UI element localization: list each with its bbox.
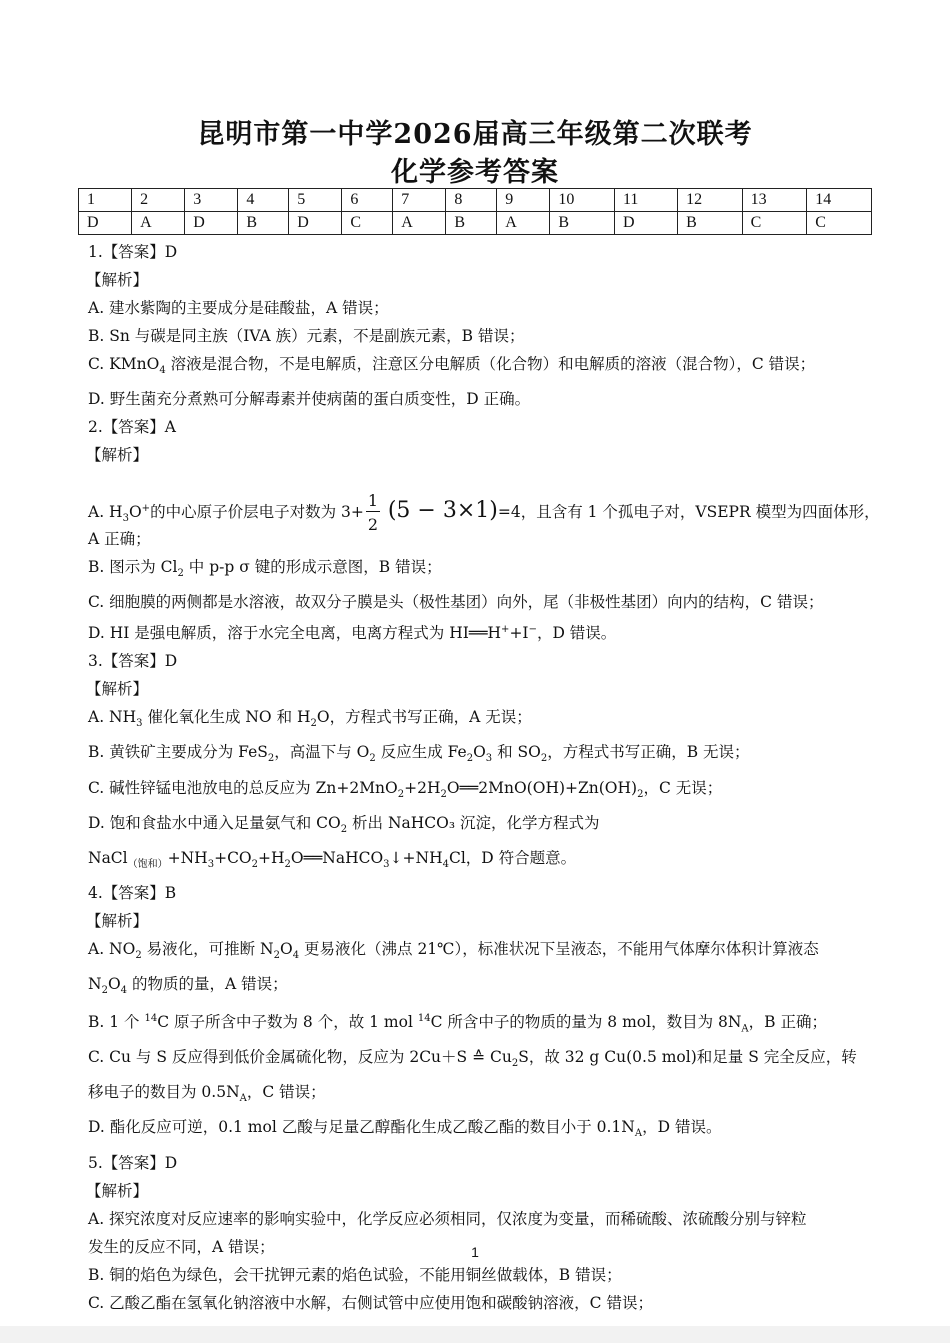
subscript: 3 [383, 858, 390, 870]
text-span: 催化氧化生成 NO 和 H [142, 708, 311, 727]
table-cell: D [289, 212, 342, 235]
q5-analysis-label: 【解析】 [86, 1181, 149, 1200]
subscript: 3 [207, 858, 215, 870]
subscript: 4 [120, 985, 128, 996]
text-span: C. 碱性锌锰电池放电的总反应为 Zn+2MnO [88, 778, 398, 797]
subscript: 4 [442, 858, 449, 870]
table-cell: 4 [238, 189, 289, 212]
q2-option-a [88, 469, 880, 535]
q4-option-b [88, 1005, 868, 1043]
text-span: ↓+NH [389, 848, 443, 867]
q2-option-a-cont: A 正确； [88, 530, 151, 549]
table-cell: 12 [678, 189, 743, 212]
table-cell: A [132, 212, 185, 235]
subscript: 2 [284, 858, 291, 870]
subscript: 2 [369, 753, 376, 765]
table-cell: B [550, 212, 615, 235]
subscript: 4 [292, 949, 300, 961]
q5-answer: 5.【答案】D [88, 1153, 178, 1172]
q2-option-c: C. 细胞膜的两侧都是水溶液，故双分子膜是头（极性基团）向外，尾（非极性基团）向内的结构，C 错误； [88, 593, 824, 612]
table-cell: C [807, 212, 872, 235]
page-number: 1 [471, 1244, 479, 1260]
text-span: +H [258, 848, 285, 867]
text-span: A. NO [88, 939, 136, 958]
text-span: ，方程式书写正确，B 无误； [547, 743, 750, 762]
subscript: 3 [485, 753, 493, 765]
text-span: +CO [214, 848, 252, 867]
table-cell: C [742, 212, 807, 235]
subscript: 2 [135, 949, 142, 961]
answer-table [78, 188, 872, 235]
q3-option-c [88, 774, 868, 809]
text-span: O，方程式书写正确，A 无误； [316, 708, 532, 727]
table-cell: 14 [807, 189, 872, 212]
subscript: 2 [397, 788, 405, 800]
table-cell: 2 [132, 189, 185, 212]
subscript: 2 [267, 753, 275, 765]
text-span: C 原子所含中子数为 8 个，故 1 mol [157, 1013, 418, 1032]
table-cell: D [185, 212, 238, 235]
fraction-denominator: 2 [367, 515, 379, 535]
q3-analysis-label: 【解析】 [86, 680, 149, 699]
text-span: O══NaHCO [290, 848, 384, 867]
text-span: O [473, 743, 486, 762]
table-cell: 3 [185, 189, 238, 212]
subscript: 2 [466, 753, 474, 765]
text-span: 析出 NaHCO₃ 沉淀，化学方程式为 [347, 813, 600, 832]
q1-option-d: D. 野生菌充分煮熟可分解毒素并使病菌的蛋白质变性，D 正确。 [88, 390, 531, 409]
table-cell: 10 [550, 189, 615, 212]
subscript: 2 [511, 1058, 519, 1070]
table-cell: B [446, 212, 497, 235]
answer-table-number-row [79, 189, 872, 212]
text-span: B. 黄铁矿主要成分为 FeS [88, 743, 268, 762]
q2-option-d [88, 616, 868, 647]
q2-answer: 2.【答案】A [88, 418, 176, 437]
page-title: 昆明市第一中学2026届高三年级第二次联考 [197, 119, 753, 150]
text-span: N [88, 974, 102, 993]
text-span: C. Cu 与 S 反应得到低价金属硫化物，反应为 2Cu＋S ≙ Cu [88, 1048, 512, 1067]
superscript: − [528, 624, 537, 636]
text-span: O [280, 939, 293, 958]
table-cell: 9 [497, 189, 550, 212]
text-span: O [107, 974, 121, 993]
q2-option-b [88, 553, 868, 588]
subscript: 2 [310, 718, 317, 730]
table-cell: A [497, 212, 550, 235]
text-span: A. NH [88, 708, 137, 727]
text-span: ，D 错误。 [536, 624, 617, 643]
solution-body [86, 238, 880, 1317]
text-span: +I [509, 624, 529, 643]
text-span: B. 1 个 [88, 1013, 145, 1032]
subscript: 2 [440, 788, 447, 800]
subscript: A [239, 1093, 247, 1105]
page-bottom-edge [0, 1326, 950, 1343]
table-cell: D [79, 212, 132, 235]
table-cell: 8 [446, 189, 497, 212]
text-span: 的中心原子价层电子对数为 3+ [150, 503, 364, 522]
table-cell: 5 [289, 189, 342, 212]
text-span: B. 图示为 Cl [88, 558, 178, 577]
text-span: O══2MnO(OH)+Zn(OH) [446, 778, 638, 797]
q4-option-c [88, 1043, 868, 1078]
q1-option-c [88, 350, 868, 385]
superscript: 14 [417, 1013, 431, 1024]
subscript: 3 [136, 718, 143, 730]
q3-option-b [88, 738, 868, 773]
text-span: O [128, 503, 142, 522]
text-span: 的物质的量，A 错误； [127, 974, 288, 993]
text-span: 易液化，可推断 N [141, 939, 274, 958]
q3-answer: 3.【答案】D [88, 652, 178, 671]
subscript: A [741, 1023, 749, 1035]
subscript: 2 [273, 949, 280, 961]
table-cell: A [393, 212, 446, 235]
q4-option-a [88, 935, 868, 970]
fraction-expression: (5 − 3×1) [387, 498, 498, 524]
superscript: + [141, 502, 151, 514]
text-span: Cl，D 符合题意。 [448, 848, 577, 867]
subscript: 2 [637, 788, 644, 800]
text-span: 移电子的数目为 0.5N [88, 1083, 240, 1102]
text-span: ，B 正确； [748, 1013, 827, 1032]
subscript: （饱和） [127, 858, 168, 870]
q5-option-a: A. 探究浓度对反应速率的影响实验中，化学反应必须相同，仅浓度为变量，而稀硫酸、浓硫酸分别与锌粒 [88, 1209, 807, 1228]
text-span: D. 饱和食盐水中通入足量氨气和 CO [88, 813, 341, 832]
superscript: 14 [144, 1013, 158, 1024]
superscript: + [501, 624, 510, 636]
q5-option-a-cont: 发生的反应不同，A 错误； [88, 1237, 275, 1256]
text-span: ，C 无误； [643, 778, 723, 797]
table-cell: C [342, 212, 393, 235]
subscript: 3 [122, 513, 129, 525]
q5-option-b: B. 铜的焰色为绿色，会干扰钾元素的焰色试验，不能用铜丝做载体，B 错误； [88, 1265, 622, 1284]
text-span: 溶液是混合物，不是电解质，注意区分电解质（化合物）和电解质的溶液（混合物），C 错误； [165, 355, 816, 373]
text-span: D. 酯化反应可逆，0.1 mol 乙酸与足量乙醇酯化生成乙酸乙酯的数目小于 0.1N [88, 1118, 635, 1137]
subscript: A [634, 1128, 643, 1140]
text-span: C. KMnO [88, 355, 160, 373]
fraction [364, 493, 388, 533]
q1-option-a: A. 建水紫陶的主要成分是硅酸盐，A 错误； [88, 299, 389, 317]
q4-option-d [88, 1113, 868, 1148]
fraction-numerator: 1 [367, 491, 379, 511]
q1-analysis-label: 【解析】 [86, 271, 149, 289]
q4-option-a-cont [88, 970, 868, 1005]
text-span: A. H [88, 503, 123, 522]
text-span: =4，且含有 1 个孤电子对，VSEPR 模型为四面体形， [497, 503, 880, 522]
table-cell: 11 [614, 189, 677, 212]
q4-analysis-label: 【解析】 [86, 911, 149, 930]
table-cell: 1 [79, 189, 132, 212]
table-cell: 13 [742, 189, 807, 212]
q3-option-d [88, 809, 868, 844]
text-span: 反应生成 Fe [375, 743, 467, 762]
subscript: 2 [101, 985, 108, 996]
subscript: 2 [340, 823, 348, 835]
text-span: D. HI 是强电解质，溶于水完全电离，电离方程式为 HI══H [88, 624, 502, 643]
text-span: ，C 错误； [246, 1083, 326, 1102]
text-span: 中 p-p σ 键的形成示意图，B 错误； [183, 558, 442, 577]
q4-answer: 4.【答案】B [88, 883, 177, 902]
subscript: 2 [540, 753, 548, 765]
table-cell: D [614, 212, 677, 235]
text-span: +NH [167, 848, 208, 867]
page-subtitle: 化学参考答案 [391, 157, 559, 188]
text-span: ，D 错误。 [642, 1118, 722, 1137]
text-span: NaCl [88, 848, 128, 867]
text-span: +2H [404, 778, 441, 797]
q3-option-a [88, 703, 868, 738]
q4-option-c-cont [88, 1078, 868, 1113]
answer-table-answer-row [79, 212, 872, 235]
q1-option-b: B. Sn 与碳是同主族（IVA 族）元素，不是副族元素，B 错误； [88, 327, 525, 345]
q5-option-c: C. 乙酸乙酯在氢氧化钠溶液中水解，右侧试管中应使用饱和碳酸钠溶液，C 错误； [88, 1293, 653, 1312]
table-cell: B [238, 212, 289, 235]
subscript: 2 [251, 858, 259, 870]
table-cell: 7 [393, 189, 446, 212]
text-span: C 所含中子的物质的量为 8 mol，数目为 8N [430, 1013, 742, 1032]
table-cell: 6 [342, 189, 393, 212]
q2-option-a-text [88, 493, 880, 533]
text-span: 和 SO [492, 743, 541, 762]
subscript: 4 [159, 365, 166, 377]
table-cell: B [678, 212, 743, 235]
text-span: S，故 32 g Cu(0.5 mol)和足量 S 完全反应，转 [518, 1048, 857, 1067]
text-span: ，高温下与 O [274, 743, 370, 762]
text-span: 更易液化（沸点 21℃），标准状况下呈液态，不能用气体摩尔体积计算液态 [299, 939, 819, 958]
q3-equation [88, 844, 868, 879]
q2-analysis-label: 【解析】 [86, 446, 149, 465]
subscript: 2 [177, 568, 184, 580]
q1-answer: 1.【答案】D [88, 243, 178, 261]
